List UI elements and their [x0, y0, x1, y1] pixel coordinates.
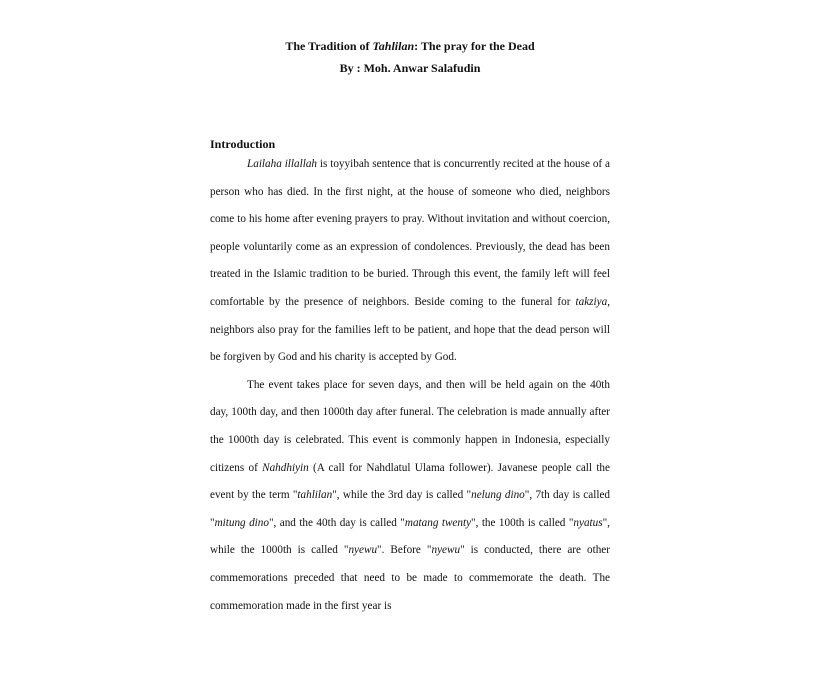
paragraph-2-span: ", 7th day is called ": [210, 489, 610, 529]
paragraph-2-span: tahlilan: [297, 489, 333, 502]
paragraph-2-span: ", while the 1000th is called ": [210, 516, 610, 557]
body-text: [210, 151, 610, 620]
document-byline: By : Moh. Anwar Salafudin: [339, 61, 481, 75]
document-title: [0, 39, 820, 53]
paragraph-2-span: " is conducted, there are other commemorations preceded that need to be made to commemorate the death. The commemoration made in the first year is: [210, 544, 610, 612]
paragraph-1-span: takziya: [575, 295, 608, 308]
paragraph-2-span: nelung dino: [471, 489, 525, 502]
paragraph-2-span: ", while the 3rd day is called ": [332, 489, 472, 502]
paragraph-1-span: is toyyibah sentence that is concurrently recited at the house of a person who has died. In the first night, at the house of someone who died, neighbors come to his home after evening prayers to pray. Without invitation and without coercion, people voluntarily come as an expression of condolences. Previously, the dead has been treated in the Islamic tradition to be buried. Through this event, the family left will feel comfortable by the presence of neighbors. Beside coming to the funeral for: [210, 158, 610, 308]
title-suffix: : The pray for the Dead: [414, 39, 535, 53]
section-heading-introduction: Introduction: [210, 137, 276, 151]
paragraph-1: [210, 151, 610, 372]
paragraph-1-span: Lailaha illallah: [247, 158, 318, 170]
paragraph-2-span: ", and the 40th day is called ": [268, 516, 405, 529]
paragraph-2-span: ", the 100th is called ": [471, 516, 574, 529]
paragraph-2-span: mitung dino: [214, 516, 269, 529]
title-prefix: The Tradition of: [285, 39, 373, 53]
paragraph-1-span: , neighbors also pray for the families left to be patient, and hope that the dead person will be forgiven by God and his charity is accepted by God.: [210, 295, 610, 364]
paragraph-2-span: The event takes place for seven days, and then will be held again on the 40th day, 100th day, and then 1000th day after funeral. The celebration is made annually after the 1000th day is celebrated. This event is commonly happen in Indonesia, especially citizens of: [210, 378, 610, 474]
paragraph-2-span: nyewu: [348, 544, 378, 557]
paragraph-2-span: Nahdhiyin: [262, 461, 309, 474]
paragraph-2-span: nyewu: [431, 544, 461, 557]
paragraph-2-span: matang twenty: [404, 516, 472, 529]
paragraph-2-span: (A call for Nahdlatul Ulama follower). Javanese people call the event by the term ": [210, 461, 610, 502]
title-italic: Tahlilan: [372, 39, 415, 53]
paragraph-2-span: nyatus: [573, 516, 603, 529]
paragraph-2: [210, 372, 610, 620]
paragraph-2-span: ". Before ": [377, 544, 432, 557]
